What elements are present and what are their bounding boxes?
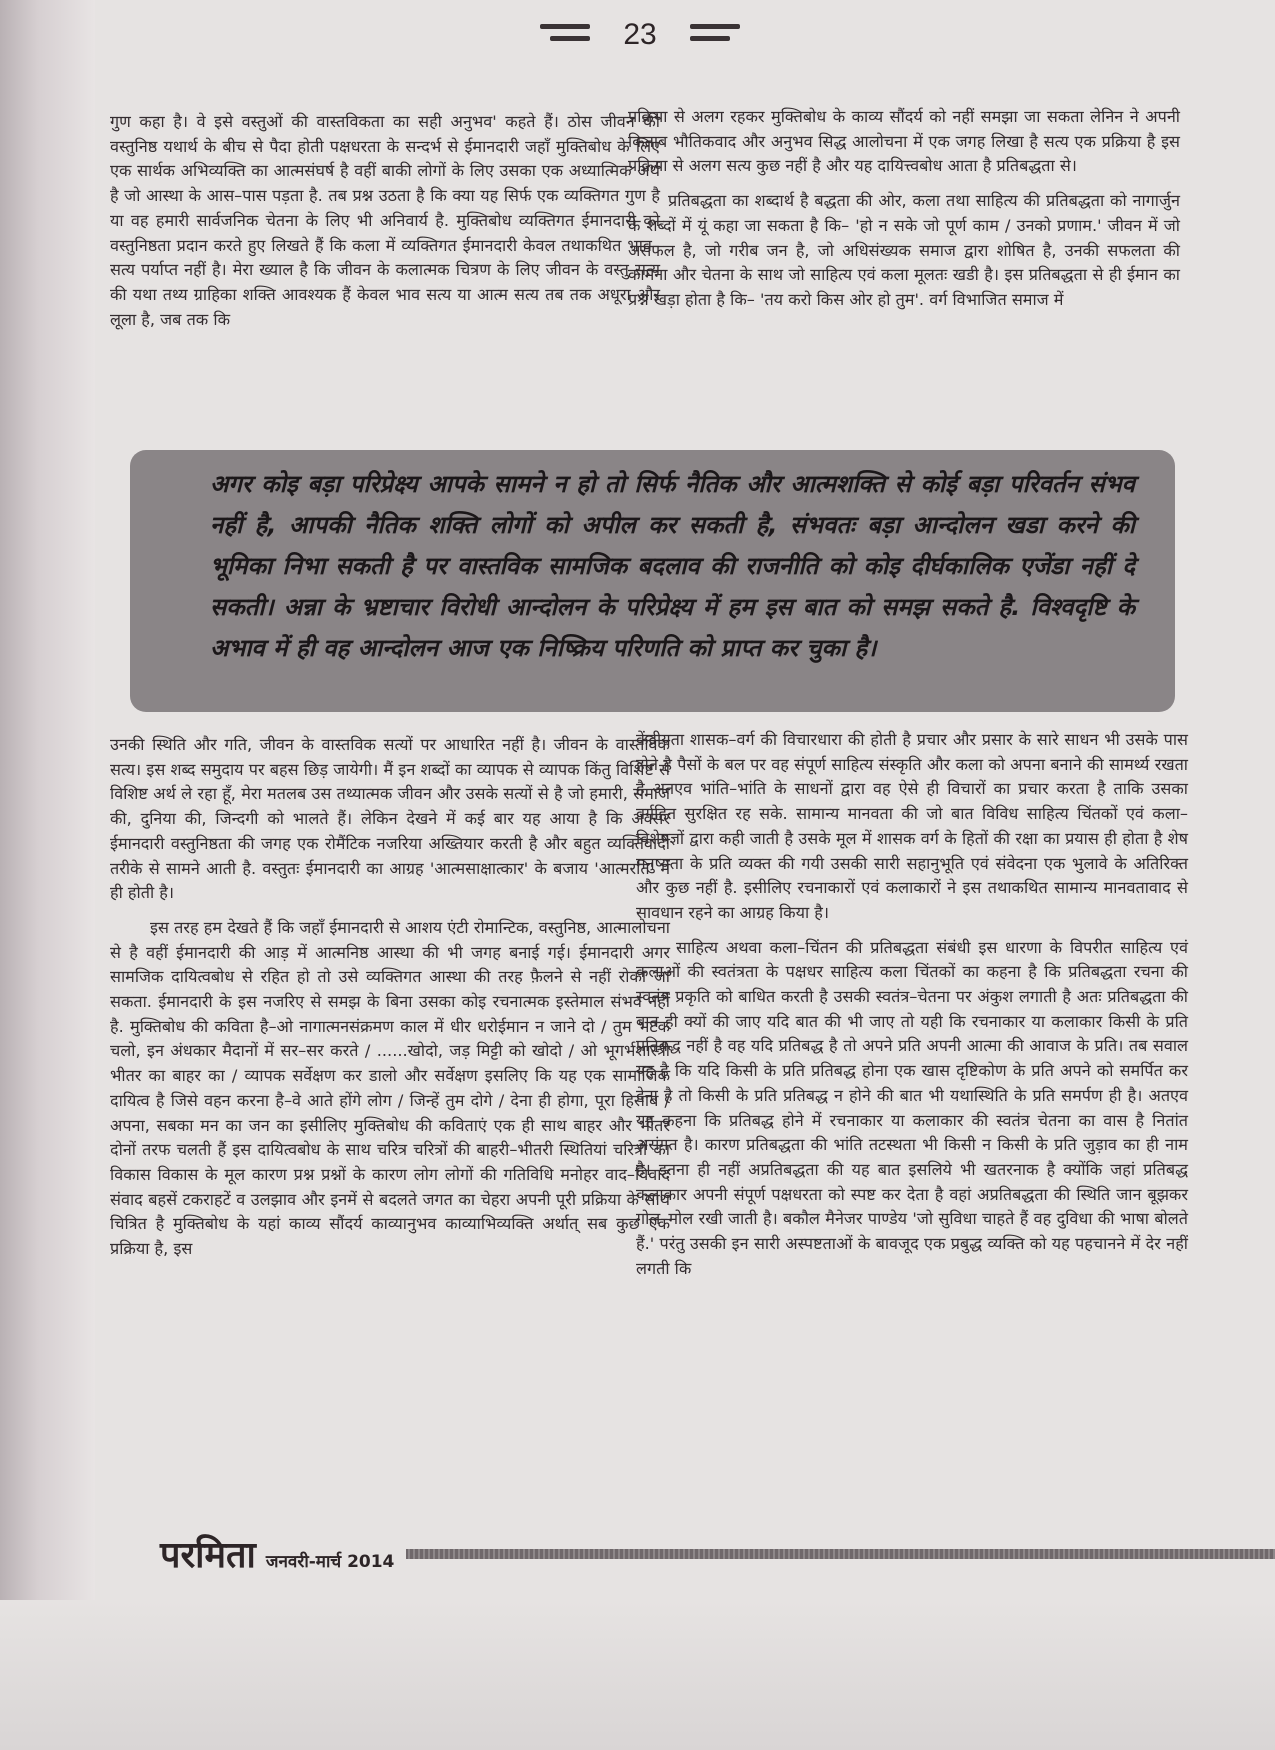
column-top-left: [110, 110, 660, 342]
paragraph: गुण कहा है। वे इसे वस्तुओं की वास्तविकता का सही अनुभव' कहते हैं। ठोस जीवन की वस्तुनिष्ठ यथार्थ के बीच से पैदा होती पक्षधरता के सन्दर्भ से ईमानदारी जहाँ मुक्तिबोध के लिए एक सार्थक अभिव्यक्ति का आत्मसंघर्ष है वहीं बाकी लोगों के लिए उसका एक अध्यात्मिक अर्थ है जो आस्था के आस–पास पड़ता है. तब प्रश्न उठता है कि क्या यह सिर्फ एक व्यक्तिगत गुण है या वह हमारी सार्वजनिक चेतना के लिए भी अनिवार्य है. मुक्तिबोध व्यक्तिगत ईमानदारी को वस्तुनिष्ठता प्रदान करते हुए लिखते हैं कि कला में व्यक्तिगत ईमानदारी केवल तथाकथित भाव–सत्य पर्याप्त नहीं है। मेरा ख्याल है कि जीवन के कलात्मक चित्रण के लिए जीवन के वस्तु सत्य की यथा तथ्य ग्राहिका शक्ति आवश्यक हैं केवल भाव सत्य या आत्म सत्य तब तक अधूरा और लूला है, जब तक कि: [110, 112, 660, 329]
paragraph: इस तरह हम देखते हैं कि जहाँ ईमानदारी से आशय एंटी रोमान्टिक, वस्तुनिष्ठ, आत्मालोचना से है वहीं ईमानदारी की आड़ में आत्मनिष्ठ आस्था की भी जगह बनाई गई। ईमानदारी अगर सामजिक दायित्वबोध से रहित हो तो उसे व्यक्तिगत आस्था की तरह फ़ैलने से नहीं रोका जा सकता. ईमानदारी के इस नजरिए से समझ के बिना उसका कोइ रचनात्मक इस्तेमाल संभव नहीं है. मुक्तिबोध की कविता है–ओ नागात्मनसंक्रमण काल में धीर धरोईमान न जाने दो / तुम भटक चलो, इन अंधकार मैदानों में सर–सर करते / ......खोदो, जड़ मिट्टी को खोदो / ओ भूगर्भशास्त्री भीतर का बाहर का / व्यापक सर्वेक्षण कर डालो और सर्वेक्षण इसलिए कि यह एक सामाजिक दायित्व है जिसे वहन करना है–वे आते होंगे लोग / जिन्हें तुम दोगे / देना ही होगा, पूरा हिसाब / अपना, सबका मन का जन का इसीलिए मुक्तिबोध की कविताएं एक ही साथ बाहर और भीतर दोनों तरफ चलती हैं इस दायित्वबोध के साथ चरित्र चरित्रों की बाहरी–भीतरी स्थितियां चरित्रों का विकास विकास के मूल कारण प्रश्न प्रश्नों के कारण लोग लोगों की गतिविधि मनोहर वाद–विवाद संवाद बहसें टकराहटें व उलझाव और इनमें से बदलते जगत का चेहरा अपनी पूरी प्रक्रिया के साथ चित्रित है मुक्तिबोध के यहां काव्य सौंदर्य काव्यानुभव काव्याभिव्यक्ति अर्थात् सब कुछ एक प्रक्रिया है, इस: [110, 917, 670, 1259]
paragraph: प्रक्रिया से अलग रहकर मुक्तिबोध के काव्य सौंदर्य को नहीं समझा जा सकता लेनिन ने अपनी किताब भौतिकवाद और अनुभव सिद्ध आलोचना में एक जगह लिखा है सत्य एक प्रक्रिया है इस प्रक्रिया से अलग सत्य कुछ नहीं है और यह दायित्त्वबोध आता है प्रतिबद्धता से।: [628, 107, 1180, 176]
paragraph: साहित्य अथवा कला–चिंतन की प्रतिबद्धता संबंधी इस धारणा के विपरीत साहित्य एवं कलाओं की स्वतंत्रता के पक्षधर साहित्य कला चिंतकों का कहना है कि प्रतिबद्धता रचना की स्वतंत्र प्रकृति को बाधित करती है उसकी स्वतंत्र–चेतना पर अंकुश लगाती है अतः प्रतिबद्धता की बात ही क्यों की जाए यदि बात की भी जाए तो यही कि रचनाकार या कलाकार किसी के प्रति प्रतिबद्ध नहीं है वह यदि प्रतिबद्ध है तो अपने प्रति अपनी आत्मा की आवाज के प्रति। तब सवाल यह है कि यदि किसी के प्रति प्रतिबद्ध होना एक खास दृष्टिकोण के प्रति अपने को समर्पित कर देना है तो किसी के प्रति प्रतिबद्ध न होने की बात भी यथास्थिति के प्रति समर्पण ही है। अतएव यह कहना कि प्रतिबद्ध होने में रचनाकार या कलाकार की स्वतंत्र चेतना का वास है नितांत असंगत है। कारण प्रतिबद्धता की भांति तटस्थता भी किसी न किसी के प्रति जुड़ाव का ही नाम है। इतना ही नहीं अप्रतिबद्धता की यह बात इसलिये भी खतरनाक है क्योंकि जहां प्रतिबद्ध कलाकार अपनी संपूर्ण पक्षधरता को स्पष्ट कर देता है वहां अप्रतिबद्धता की स्थिति जान बूझकर गोल–मोल रखी जाती है। बकौल मैनेजर पाण्डेय 'जो सुविधा चाहते हैं वह दुविधा की भाषा बोलते हैं.' परंतु उसकी इन सारी अस्पष्टताओं के बावजूद एक प्रबुद्ध व्यक्ति को यह पहचानने में देर नहीं लगती कि: [636, 937, 1188, 1278]
page-header: [520, 14, 760, 54]
header-ornament-right: [690, 36, 730, 41]
page-footer: [160, 1535, 1275, 1575]
column-top-right: [628, 105, 1180, 323]
paragraph: उनकी स्थिति और गति, जीवन के वास्तविक सत्यों पर आधारित नहीं है। जीवन के वास्तविक सत्य। इस शब्द समुदाय पर बहस छिड़ जायेगी। मैं इन शब्दों का व्यापक से व्यापक किंतु विशिष्ट से विशिष्ट अर्थ ले रहा हूँ, मेरा मतलब उस तथ्यात्मक जीवन और उसके सत्यों से है जो हमारी, समाज की, दुनिया की, जिन्दगी को भालते हैं। लेकिन देखने में कई बार यह आया है कि अक्सर ईमानदारी वस्तुनिष्ठता की जगह एक रोमैंटिक नजरिया अख्तियार करती है और बहुत व्यक्तिवादी तरीके से सामने आती है. वस्तुतः ईमानदारी का आग्रह 'आत्मसाक्षात्कार' के बजाय 'आत्मरति' में ही होती है।: [110, 735, 670, 903]
paragraph: प्रतिबद्धता का शब्दार्थ है बद्धता की ओर, कला तथा साहित्य की प्रतिबद्धता को नागार्जुन के शब्दों में यूं कहा जा सकता है कि– 'हो न सके जो पूर्ण काम / उनको प्रणाम.' जीवन में जो असफल है, जो गरीब जन है, जो अधिसंख्यक समाज द्वारा शोषित है, उनकी सफलता की कामना और चेतना के साथ जो साहित्य एवं कला मूलतः खडी है। इस प्रतिबद्धता से ही ईमान का प्रश्न खड़ा होता है कि– 'तय करो किस ओर हो तुम'. वर्ग विभाजित समाज में: [628, 191, 1180, 309]
footer-label: [160, 1529, 406, 1578]
column-bottom-right: [636, 728, 1188, 1291]
column-bottom-left: [110, 733, 670, 1272]
page-number: 23: [623, 18, 657, 51]
paragraph: केंद्रीयता शासक–वर्ग की विचारधारा की होती है प्रचार और प्रसार के सारे साधन भी उसके पास होते है पैसों के बल पर वह संपूर्ण साहित्य संस्कृति और कला को अपना बनाने की सामर्थ्य रखता है अतएव भांति–भांति के साधनों द्वारा वह ऐसे ही विचारों का प्रचार करता है ताकि उसका वर्गहित सुरक्षित रह सके. सामान्य मानवता की जो बात विविध साहित्य चिंतकों एवं कला–विशेषज्ञों द्वारा कही जाती है उसके मूल में शासक वर्ग के हितों की रक्षा का प्रयास ही होता है शेष मनुष्यता के प्रति व्यक्त की गयी उसकी सारी सहानुभूति एवं संवेदना एक भुलावे के अतिरिक्त और कुछ नहीं है. इसीलिए रचनाकारों एवं कलाकारों ने इस तथाकथित सामान्य मानवतावाद से सावधान रहने का आग्रह किया है।: [636, 730, 1188, 922]
magazine-title: परमिता: [160, 1534, 256, 1576]
issue-date: जनवरी-मार्च 2014: [265, 1552, 395, 1572]
binding-shadow: [0, 0, 95, 1750]
pull-quote-box: [130, 450, 1175, 712]
page-bottom-margin: [0, 1600, 1275, 1750]
header-ornament-right: [690, 24, 740, 29]
pull-quote-text: अगर कोइ बड़ा परिप्रेक्ष्य आपके सामने न हो तो सिर्फ नैतिक और आत्मशक्ति से कोई बड़ा परिवर्तन संभव नहीं है, आपकी नैतिक शक्ति लोगों को अपील कर सकती है, संभवतः बड़ा आन्दोलन खडा करने की भूमिका निभा सकती है पर वास्तविक सामजिक बदलाव की राजनीति को कोइ दीर्घकालिक एजेंडा नहीं दे सकती। अन्ना के भ्रष्टाचार विरोधी आन्दोलन के परिप्रेक्ष्य में हम इस बात को समझ सकते है. विश्वदृष्टि के अभाव में ही वह आन्दोलन आज एक निष्क्रिय परिणति को प्राप्त कर चुका है।: [210, 470, 1135, 662]
